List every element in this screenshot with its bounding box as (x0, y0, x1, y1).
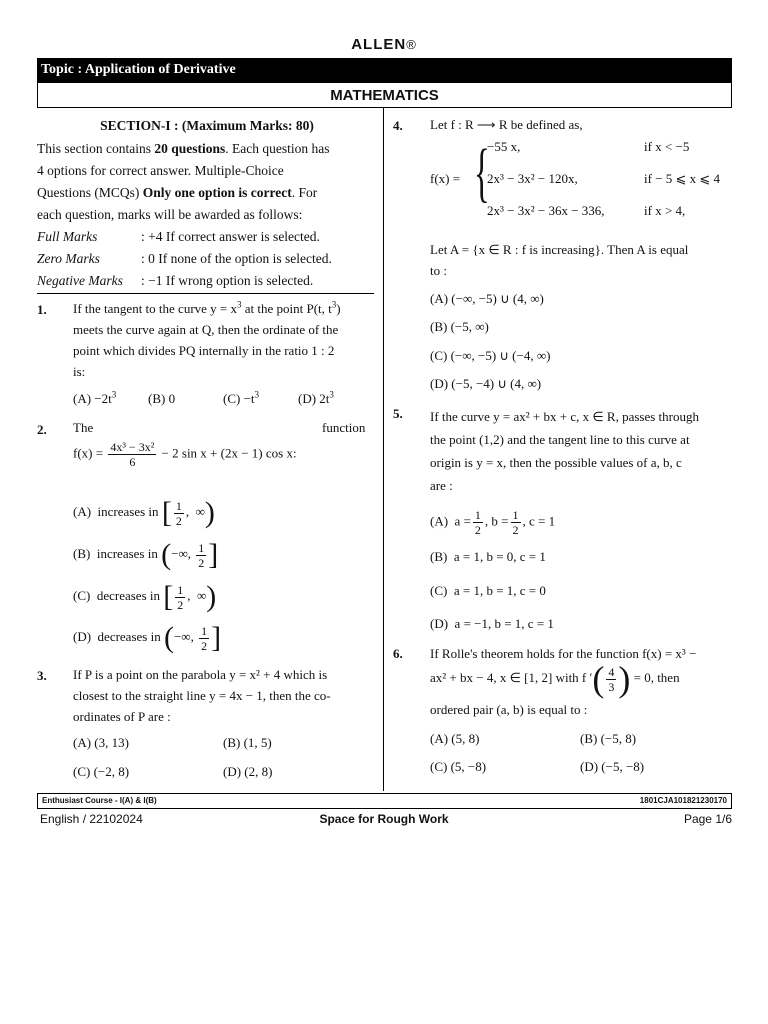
q6-number: 6. (393, 646, 403, 661)
section-instructions (37, 138, 377, 292)
q6-option-c[interactable]: (C) (5, −8) (430, 759, 487, 774)
q1-option-c[interactable] (223, 391, 259, 407)
q1-text (73, 298, 375, 382)
q4-case1-cond: if x < −5 (644, 139, 690, 154)
q2-fraction (108, 440, 156, 469)
q5-line4: are : (430, 478, 453, 493)
bracket: ] (211, 621, 222, 654)
paren: ) (206, 580, 217, 613)
q1-line4: is: (73, 364, 86, 379)
half-den: 2 (198, 555, 205, 570)
q4-option-c[interactable]: (C) (−∞, −5) ∪ (−4, ∞) (430, 348, 551, 363)
q5-line3: origin is y = x, then the possible values of a, b, c (430, 455, 682, 470)
q2-option-c-text: decreases in (96, 587, 161, 603)
column-divider (383, 108, 384, 791)
q2-formula (73, 440, 297, 469)
half-num: 1 (198, 540, 205, 555)
q3-option-b[interactable]: (B) (1, 5) (223, 735, 272, 750)
paren: ) (204, 496, 215, 529)
q5-option-d[interactable] (430, 616, 554, 632)
q4-option-d[interactable]: (D) (−5, −4) ∪ (4, ∞) (430, 376, 542, 391)
full-marks-text: : +4 If correct answer is selected. (141, 229, 320, 244)
q5-option-b[interactable] (430, 549, 546, 565)
q1-line1a: If the tangent to the curve y = x (73, 301, 237, 316)
q6-option-a[interactable]: (A) (5, 8) (430, 731, 480, 746)
q5-text (430, 405, 732, 497)
q5-line2: the point (1,2) and the tangent line to this curve at (430, 432, 690, 447)
q2-option-d-text: decreases in (97, 628, 161, 644)
half-num: 1 (177, 582, 184, 597)
q1-number: 1. (37, 302, 47, 317)
q2-option-d[interactable] (73, 623, 221, 653)
q6-frac-num: 4 (608, 664, 615, 679)
q5-option-c-label: (C) (430, 583, 448, 598)
paren: ( (161, 538, 172, 571)
q5-number: 5. (393, 406, 403, 421)
q3-number: 3. (37, 668, 47, 683)
bracket: [ (161, 496, 172, 529)
half-den: 2 (201, 638, 208, 653)
q3-option-c[interactable]: (C) (−2, 8) (73, 764, 130, 779)
negative-marks-text: : −1 If wrong option is selected. (141, 273, 314, 288)
q4-brace: { (473, 136, 490, 209)
intro-line4: each question, marks will be awarded as follows: (37, 207, 303, 222)
q1-option-c-text: (C) −t (223, 391, 255, 406)
q2-option-a[interactable] (73, 498, 215, 528)
q2-option-b-text: increases in (96, 545, 158, 561)
intro-line3c: . For (291, 185, 318, 200)
q1-line1c: ) (336, 301, 341, 316)
q4-case3-cond: if x > 4, (644, 203, 686, 218)
brand-name: ALLEN (351, 36, 407, 53)
q2-option-d-label: (D) (73, 628, 92, 644)
intro-line2: 4 options for correct answer. Multiple-Choice (37, 163, 284, 178)
q6-line2b: = 0, then (633, 669, 680, 685)
q5-option-d-label: (D) (430, 616, 449, 631)
q1-option-d[interactable] (298, 391, 334, 407)
infinity: ∞ (195, 503, 205, 519)
topic-bar: Topic : Application of Derivative (37, 58, 732, 82)
section-divider (37, 293, 374, 294)
q2-option-b[interactable] (73, 540, 218, 570)
q6-option-b[interactable]: (B) (−5, 8) (580, 731, 637, 746)
intro-count: 20 questions (154, 141, 226, 156)
q2-frac-den: 6 (129, 455, 136, 469)
rough-work-label: Space for Rough Work (319, 812, 449, 826)
paper-code: 1801CJA101821230170 (639, 796, 727, 805)
q4-number: 4. (393, 118, 403, 133)
intro-text: This section contains (37, 141, 155, 156)
section-title: SECTION-I : (Maximum Marks: 80) (100, 118, 314, 133)
q5-c-eq: , c = 1 (522, 513, 556, 529)
zero-marks-text: : 0 If none of the option is selected. (141, 251, 332, 266)
zero-marks-label: Zero Marks (37, 251, 100, 266)
q1-sup: 3 (111, 389, 117, 400)
q5-option-b-text: a = 1, b = 0, c = 1 (453, 549, 546, 564)
q1-option-a[interactable] (73, 391, 116, 407)
q5-b-eq: , b = (484, 513, 509, 529)
half-den: 2 (512, 523, 519, 537)
intro-line3a: Questions (MCQs) (37, 185, 143, 200)
q2-option-a-label: (A) (73, 503, 92, 519)
q4-case2-cond: if − 5 ⩽ x ⩽ 4 (644, 171, 721, 186)
paren: ( (163, 621, 174, 654)
q3-line2: closest to the straight line y = 4x − 1, then the co- (73, 688, 331, 703)
q4-option-a[interactable]: (A) (−∞, −5) ∪ (4, ∞) (430, 291, 544, 306)
q1-option-a-text: (A) −2t (73, 391, 112, 406)
q2-frac-num: 4x³ − 3x² (110, 440, 155, 454)
half-num: 1 (474, 508, 481, 522)
q2-word-the: The (73, 420, 94, 435)
q2-fx: f(x) = (73, 445, 104, 461)
q4-case3: 2x³ − 3x² − 36x − 336, (487, 203, 605, 218)
half-num: 1 (175, 498, 182, 513)
q5-a-eq: a = (454, 513, 471, 529)
q3-line1: If P is a point on the parabola y = x² + 4 which is (73, 667, 328, 682)
half-den: 2 (474, 523, 481, 537)
neg-infinity: −∞, (173, 628, 194, 644)
q4-line3: to : (430, 263, 447, 278)
full-marks-label: Full Marks (37, 229, 98, 244)
q5-option-c-text: a = 1, b = 1, c = 0 (453, 583, 546, 598)
registered-mark: ® (406, 37, 417, 52)
q5-option-b-label: (B) (430, 549, 448, 564)
comma: , (185, 503, 190, 519)
q1-option-b[interactable]: (B) 0 (148, 391, 176, 406)
q2-option-c[interactable] (73, 582, 216, 612)
q6-line2: ax² + bx − 4, x ∈ [1, 2] with f ′( $\frac{4}{3}$ ) = 0, then (430, 659, 680, 699)
q1-line3: point which divides PQ internally in the ratio 1 : 2 (73, 343, 335, 358)
q1-line2: meets the curve again at Q, then the ordinate of the (73, 322, 339, 337)
q1-sup: 3 (254, 389, 260, 400)
intro-line3b: Only one option is correct (142, 185, 292, 200)
q1-sup: 3 (331, 299, 337, 310)
q1-sup: 3 (237, 299, 242, 310)
neg-infinity: −∞, (171, 545, 191, 561)
q5-option-c[interactable] (430, 583, 546, 599)
q1-sup: 3 (329, 389, 334, 400)
bracket: [ (163, 580, 174, 613)
bracket: ] (208, 538, 219, 571)
half-den: 2 (175, 513, 182, 528)
q6-line1: If Rolle's theorem holds for the function f(x) = x³ − (430, 646, 697, 661)
q5-line1: If the curve y = ax² + bx + c, x ∈ R, passes through (430, 409, 699, 424)
q6-option-d[interactable]: (D) (−5, −8) (580, 759, 645, 774)
subject-title: MATHEMATICS (37, 82, 732, 108)
q4-fx: f(x) = (430, 171, 461, 186)
q2-rest: − 2 sin x + (2x − 1) cos x: (161, 445, 297, 461)
q4-case2: 2x³ − 3x² − 120x, (487, 171, 578, 186)
infinity: ∞ (197, 587, 207, 603)
q5-option-a[interactable] (430, 508, 555, 537)
q2-option-c-label: (C) (73, 587, 91, 603)
q2-option-b-label: (B) (73, 545, 91, 561)
q5-option-d-text: a = −1, b = 1, c = 1 (454, 616, 554, 631)
q4-option-b[interactable]: (B) (−5, ∞) (430, 319, 489, 334)
q3-option-a[interactable]: (A) (3, 13) (73, 735, 129, 750)
q1-option-d-text: (D) 2t (298, 391, 330, 406)
q3-text (73, 664, 375, 727)
q4-line1: Let f : R ⟶ R be defined as, (430, 117, 583, 132)
half-den: 2 (177, 597, 184, 612)
q4-line2: Let A = {x ∈ R : f is increasing}. Then A is equal (430, 242, 689, 257)
language-date: English / 22102024 (40, 812, 143, 826)
q2-option-a-text: increases in (97, 503, 159, 519)
q6-frac-den: 3 (608, 679, 615, 694)
q1-line1b: at the point P(t, t (241, 301, 332, 316)
q2-word-function: function (322, 420, 366, 435)
q3-line3: ordinates of P are : (73, 709, 171, 724)
footer-bar (37, 793, 732, 809)
negative-marks-label: Negative Marks (37, 273, 123, 288)
course-name: Enthusiast Course - I(A) & I(B) (42, 796, 157, 805)
q6-line3: ordered pair (a, b) is equal to : (430, 702, 588, 717)
q5-option-a-label: (A) (430, 513, 449, 529)
q4-case1: −55 x, (487, 139, 521, 154)
q3-option-d[interactable]: (D) (2, 8) (223, 764, 273, 779)
page-number: Page 1/6 (683, 812, 732, 826)
q6-line2a: ax² + bx − 4, x ∈ [1, 2] with f ′ (430, 669, 593, 685)
half-num: 1 (512, 508, 519, 522)
q2-number: 2. (37, 422, 47, 437)
comma: , (187, 587, 191, 603)
intro-tail: . Each question has (225, 141, 330, 156)
half-num: 1 (201, 623, 208, 638)
brand-logo (0, 36, 768, 53)
